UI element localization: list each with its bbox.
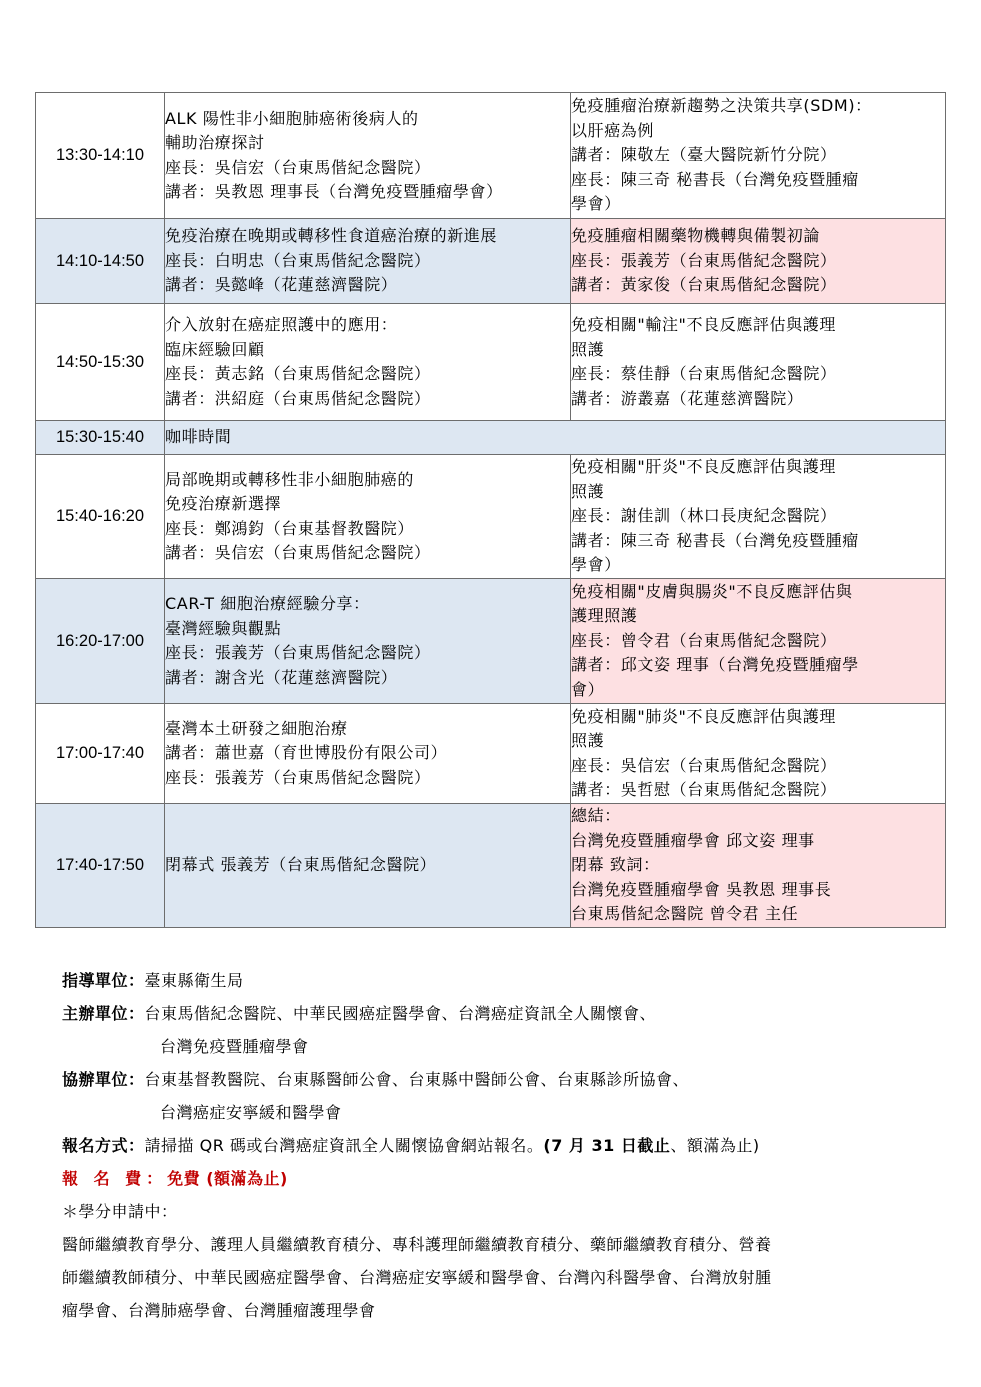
- registration-note: 、額滿為止): [670, 1136, 760, 1155]
- session-line: 講者：蕭世嘉（育世博股份有限公司）: [165, 743, 448, 763]
- session-track-b: [571, 704, 946, 804]
- session-line: 照護: [571, 339, 605, 359]
- session-line: 會）: [571, 679, 605, 699]
- session-line: 座長：吳信宏（台東馬偕紀念醫院）: [165, 157, 431, 177]
- session-track-a: [165, 579, 571, 704]
- session-line: 座長：曾令君（台東馬偕紀念醫院）: [571, 630, 837, 650]
- session-track-a: [165, 704, 571, 804]
- session-line: 護理照護: [571, 606, 638, 626]
- session-line: 介入放射在癌症照護中的應用：: [165, 315, 398, 334]
- session-line: 講者：謝含光（花蓮慈濟醫院）: [165, 667, 398, 687]
- session-track-b: [571, 455, 946, 579]
- session-line: 免疫治療新選擇: [165, 494, 282, 513]
- registration-row: [62, 1129, 942, 1162]
- time-slot: 13:30-14:10: [36, 93, 165, 219]
- schedule-row: [36, 455, 946, 579]
- schedule-row: [36, 704, 946, 804]
- session-line: 臺灣本土研發之細胞治療: [165, 718, 348, 738]
- guide-value: 臺東縣衛生局: [144, 971, 244, 990]
- session-track-b: [571, 804, 946, 928]
- session-line: 台東馬偕紀念醫院 曾令君 主任: [571, 904, 799, 924]
- schedule-row: [36, 579, 946, 704]
- session-track-a: [165, 93, 571, 219]
- time-slot: 17:40-17:50: [36, 804, 165, 928]
- credit-line-3: 瘤學會、台灣肺癌學會、台灣腫瘤護理學會: [62, 1301, 376, 1320]
- session-line: 照護: [571, 481, 605, 501]
- host-label: 主辦單位：: [62, 1004, 145, 1023]
- session-line: 臨床經驗回顧: [165, 339, 265, 359]
- session-line: 台灣免疫暨腫瘤學會 邱文姿 理事: [571, 830, 815, 850]
- credit-line-1: 醫師繼續教育學分、護理人員繼續教育積分、專科護理師繼續教育積分、藥師繼續教育積分、營養: [62, 1235, 772, 1254]
- fee-label: 報 名 費：: [62, 1169, 168, 1188]
- session-line: 學會）: [571, 194, 621, 214]
- session-line: 講者：吳信宏（台東馬偕紀念醫院）: [165, 543, 431, 562]
- time-slot: 15:40-16:20: [36, 455, 165, 579]
- session-line: ALK 陽性非小細胞肺癌術後病人的: [165, 108, 419, 128]
- registration-method: 請掃描 QR 碼或台灣癌症資訊全人關懷協會網站報名。: [144, 1136, 544, 1155]
- session-line: 座長：謝佳訓（林口長庚紀念醫院）: [571, 506, 837, 526]
- session-track-a: [165, 304, 571, 421]
- time-slot: 15:30-15:40: [36, 421, 165, 455]
- session-line: 免疫相關"肝炎"不良反應評估與護理: [571, 457, 836, 477]
- session-line: 座長：陳三奇 秘書長（台灣免疫暨腫瘤: [571, 169, 859, 189]
- session-line: 講者：黃家俊（台東馬偕紀念醫院）: [571, 275, 837, 295]
- session-line: 座長：鄭鴻鈞（台東基督教醫院）: [165, 518, 415, 538]
- session-line: 免疫相關"皮膚與腸炎"不良反應評估與: [571, 581, 853, 601]
- host-value: 台東馬偕紀念醫院、中華民國癌症醫學會、台灣癌症資訊全人關懷會、: [144, 1004, 657, 1023]
- registration-deadline: (7 月 31 日截止: [543, 1136, 671, 1155]
- session-line: 以肝癌為例: [571, 120, 655, 140]
- time-slot: 14:50-15:30: [36, 304, 165, 421]
- fee-value: 免費 (額滿為止): [167, 1169, 288, 1188]
- session-line: 免疫治療在晚期或轉移性食道癌治療的新進展: [165, 226, 498, 246]
- co-host-value: 台東基督教醫院、台東縣醫師公會、台東縣中醫師公會、台東縣診所協會、: [144, 1070, 690, 1089]
- session-line: 台灣免疫暨腫瘤學會 吳教恩 理事長: [571, 879, 832, 899]
- schedule-row: [36, 219, 946, 304]
- co-host-label: 協辦單位：: [62, 1070, 145, 1089]
- session-line: 座長：黃志銘（台東馬偕紀念醫院）: [165, 364, 431, 383]
- break-cell: 咖啡時間: [165, 421, 946, 455]
- session-line: 講者：吳教恩 理事長（台灣免疫暨腫瘤學會）: [165, 182, 503, 201]
- session-line: 講者：洪紹庭（台東馬偕紀念醫院）: [165, 388, 431, 408]
- session-line: 免疫腫瘤治療新趨勢之決策共享(SDM)：: [571, 96, 872, 116]
- session-line: 座長：張義芳（台東馬偕紀念醫院）: [165, 643, 431, 662]
- session-track-a: [165, 455, 571, 579]
- session-line: 講者：吳懿峰（花蓮慈濟醫院）: [165, 275, 398, 295]
- session-line: 座長：張義芳（台東馬偕紀念醫院）: [165, 767, 431, 787]
- session-track-b: [571, 93, 946, 219]
- session-track-a: [165, 219, 571, 304]
- time-slot: 17:00-17:40: [36, 704, 165, 804]
- host-row: [62, 997, 942, 1030]
- co-host-value-2: 台灣癌症安寧緩和醫學會: [160, 1103, 342, 1122]
- schedule-row: [36, 421, 946, 455]
- guide-label: 指導單位：: [62, 971, 145, 990]
- fee-row: [62, 1162, 942, 1195]
- host-value-2: 台灣免疫暨腫瘤學會: [160, 1037, 309, 1056]
- session-line: 講者：游叢嘉（花蓮慈濟醫院）: [571, 388, 804, 408]
- schedule-table: [35, 92, 946, 928]
- session-line: 輔助治療探討: [165, 133, 265, 152]
- session-track-b: [571, 579, 946, 704]
- host-row-2: [62, 1030, 942, 1063]
- session-line: 免疫相關"肺炎"不良反應評估與護理: [571, 706, 836, 726]
- schedule-body: [36, 93, 946, 928]
- session-track-a: [165, 804, 571, 928]
- time-slot: 14:10-14:50: [36, 219, 165, 304]
- session-line: 講者：陳敬左（臺大醫院新竹分院）: [571, 145, 837, 165]
- session-line: 照護: [571, 731, 605, 750]
- schedule-row: [36, 804, 946, 928]
- session-line: 局部晚期或轉移性非小細胞肺癌的: [165, 469, 415, 489]
- co-host-row: [62, 1063, 942, 1096]
- session-line: 免疫相關"輸注"不良反應評估與護理: [571, 315, 836, 334]
- schedule-row: [36, 93, 946, 219]
- session-line: 座長：白明忠（台東馬偕紀念醫院）: [165, 250, 431, 270]
- session-line: 座長：吳信宏（台東馬偕紀念醫院）: [571, 755, 837, 775]
- session-line: 座長：蔡佳靜（台東馬偕紀念醫院）: [571, 364, 837, 383]
- session-line: 學會）: [571, 555, 621, 575]
- session-line: 座長：張義芳（台東馬偕紀念醫院）: [571, 250, 837, 270]
- session-line: 免疫腫瘤相關藥物機轉與備製初論: [571, 226, 821, 246]
- co-host-row-2: [62, 1096, 942, 1129]
- registration-label: 報名方式：: [62, 1136, 145, 1155]
- session-line: CAR-T 細胞治療經驗分享：: [165, 594, 370, 613]
- session-line: 講者：陳三奇 秘書長（台灣免疫暨腫瘤: [571, 530, 859, 550]
- session-track-b: [571, 304, 946, 421]
- session-line: 臺灣經驗與觀點: [165, 618, 282, 638]
- session-track-b: [571, 219, 946, 304]
- event-info: [62, 964, 942, 1327]
- guide-row: [62, 964, 942, 997]
- time-slot: 16:20-17:00: [36, 579, 165, 704]
- credit-title: ＊學分申請中：: [62, 1202, 178, 1221]
- session-line: 閉幕 致詞：: [571, 855, 660, 875]
- session-line: 總結：: [571, 806, 621, 826]
- schedule-row: [36, 304, 946, 421]
- credit-line-2: 師繼續教師積分、中華民國癌症醫學會、台灣癌症安寧緩和醫學會、台灣內科醫學會、台灣放射腫: [62, 1268, 772, 1287]
- session-line: 講者：邱文姿 理事（台灣免疫暨腫瘤學: [571, 655, 859, 675]
- session-line: 講者：吳哲慰（台東馬偕紀念醫院）: [571, 780, 837, 799]
- session-line: 閉幕式 張義芳（台東馬偕紀念醫院）: [165, 855, 437, 875]
